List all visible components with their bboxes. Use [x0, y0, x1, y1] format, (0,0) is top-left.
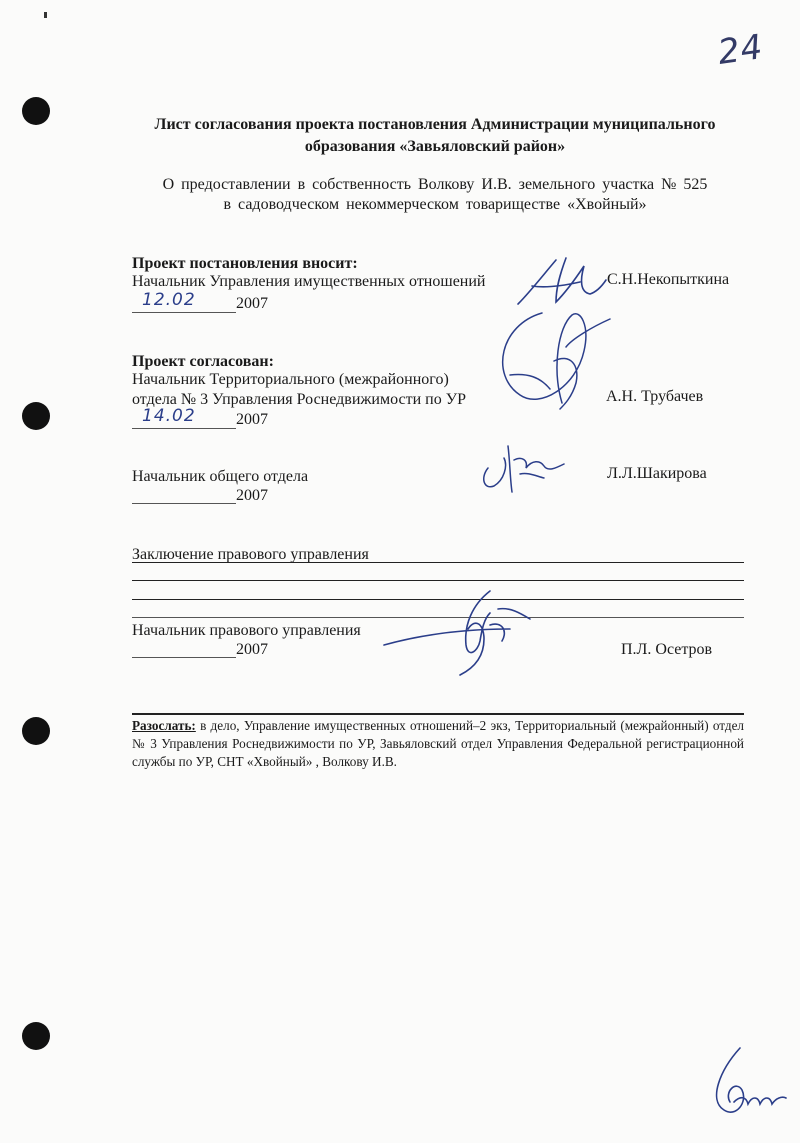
distribution-label: Разослать: [132, 718, 196, 733]
punch-hole-2 [22, 402, 50, 430]
distribution-separator [132, 713, 744, 715]
agreed-heading: Проект согласован: [132, 353, 274, 370]
signature-osetrov [380, 585, 550, 680]
introducer-date-underline [132, 312, 236, 313]
legal-name: П.Л. Осетров [621, 641, 713, 658]
introducer-date-handwritten: 12.02 [142, 290, 196, 310]
punch-hole-3 [22, 717, 50, 745]
introducer-name: С.Н.Некопыткина [607, 271, 730, 288]
legal-date-underline [132, 657, 236, 658]
agreed-date-handwritten: 14.02 [142, 406, 196, 426]
legal-conclusion-label: Заключение правового управления [132, 546, 369, 563]
legal-position: Начальник правового управления [132, 622, 361, 639]
signature-shakirova [474, 438, 584, 498]
document-title-line2: образования «Завьяловский район» [304, 138, 566, 155]
general-dept-position: Начальник общего отдела [132, 468, 309, 485]
page-number-handwritten: 24 [715, 27, 766, 73]
introducer-position: Начальник Управления имущественных отношений [132, 273, 486, 290]
general-dept-date-year: 2007 [236, 487, 268, 504]
signature-trubachev [480, 305, 630, 425]
distribution-text: в дело, Управление имущественных отношений–2 экз, Территориальный (межрайонный) отдел № 3 Управления Роснедвижимости по УР, Завьяловский отдел Управления Федеральной регистрационной службы по УР, СНТ «Хвойный» , Волкову И.В. [132, 718, 745, 769]
subject-line1: О предоставлении в собственность Волкову И.В. земельного участка № 525 [162, 176, 708, 193]
introducer-heading: Проект постановления вносит: [132, 255, 358, 272]
signature-bottom-right [700, 1040, 790, 1130]
scan-speck [44, 12, 47, 18]
agreed-date-underline [132, 428, 236, 429]
general-dept-name: Л.Л.Шакирова [607, 465, 707, 482]
legal-conclusion-line-2 [132, 580, 744, 581]
introducer-date-year: 2007 [236, 295, 268, 312]
subject-line2: в садоводческом некоммерческом товариществе «Хвойный» [223, 196, 647, 213]
signature-nekopytkina [510, 252, 610, 312]
general-dept-date-underline [132, 503, 236, 504]
agreed-name: А.Н. Трубачев [606, 388, 704, 405]
legal-date-year: 2007 [236, 641, 268, 658]
agreed-position-line2: отдела № 3 Управления Роснедвижимости по УР [132, 391, 466, 408]
agreed-position-line1: Начальник Территориального (межрайонного) [132, 371, 449, 388]
legal-conclusion-line-1 [132, 562, 744, 563]
agreed-date-year: 2007 [236, 411, 268, 428]
distribution-block [132, 717, 744, 771]
punch-hole-4 [22, 1022, 50, 1050]
document-title-line1: Лист согласования проекта постановления Администрации муниципального [154, 116, 716, 133]
